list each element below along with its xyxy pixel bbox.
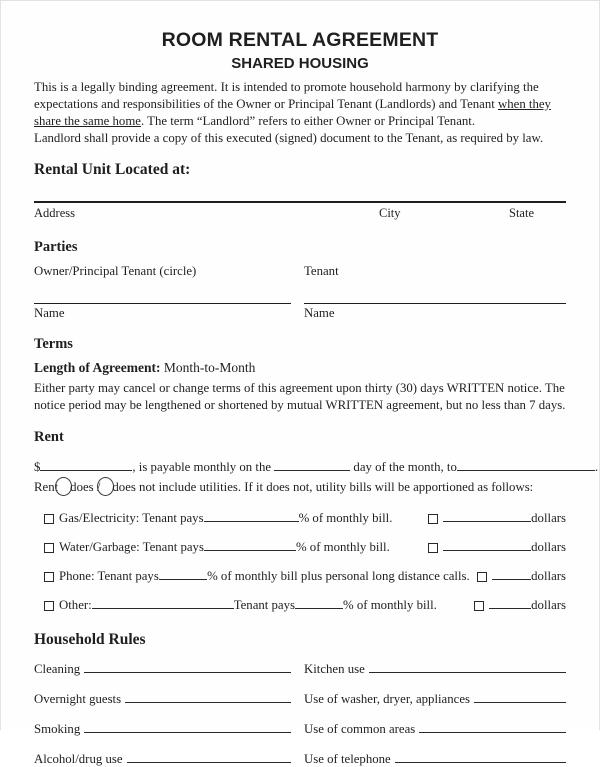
rent-payable-text-1: , is payable monthly on the <box>132 460 275 474</box>
water-percent-blank[interactable] <box>204 539 296 551</box>
name-labels-row <box>34 306 566 321</box>
rule-kitchen-use <box>304 661 566 677</box>
gas-dollars-blank[interactable] <box>443 510 531 522</box>
other-dollars-checkbox[interactable] <box>474 601 484 611</box>
water-garbage-checkbox[interactable] <box>44 543 54 553</box>
gas-electricity-row <box>34 510 566 526</box>
gas-percent-blank[interactable] <box>204 510 299 522</box>
kitchen-use-blank[interactable] <box>369 661 566 673</box>
parties-heading: Parties <box>34 239 78 255</box>
rule-washer-dryer-appliances <box>304 691 566 707</box>
rent-payable-period: . <box>594 460 599 474</box>
terms-heading: Terms <box>34 336 73 352</box>
other-description-blank[interactable] <box>92 597 234 609</box>
length-of-agreement-row <box>34 359 566 376</box>
gas-dollars-label: dollars <box>531 511 566 525</box>
utilities-text-rent: Rent <box>34 480 59 494</box>
common-areas-label: Use of common areas <box>304 722 416 736</box>
gas-dollars-checkbox[interactable] <box>428 514 438 524</box>
household-rules-heading: Household Rules <box>34 631 146 648</box>
rent-utilities-line <box>34 477 566 497</box>
rule-alcohol-drug-use <box>34 751 291 767</box>
dollar-sign: $ <box>34 460 41 474</box>
other-row <box>34 597 566 613</box>
overnight-guests-label: Overnight guests <box>34 692 122 706</box>
telephone-blank[interactable] <box>395 751 566 763</box>
rent-amount-blank[interactable] <box>40 459 132 471</box>
intro-paragraph <box>34 79 566 130</box>
length-of-agreement-label: Length of Agreement: <box>34 360 161 375</box>
water-garbage-label: Water/Garbage: Tenant pays <box>59 540 204 554</box>
water-suffix: % of monthly bill. <box>295 540 390 554</box>
intro-text-2: . The term “Landlord” refers to either Owner or Principal Tenant. <box>140 114 476 128</box>
other-label: Other: <box>59 598 92 612</box>
page-subtitle: SHARED HOUSING <box>231 55 369 72</box>
utilities-text-rest: does not include utilities. If it does not, utility bills will be apportioned as follows: <box>112 480 534 494</box>
intro-line-2: Landlord shall provide a copy of this executed (signed) document to the Tenant, as required by law. <box>34 131 544 145</box>
phone-row <box>34 568 566 584</box>
other-mid: Tenant pays <box>233 598 295 612</box>
cleaning-label: Cleaning <box>34 662 81 676</box>
rental-unit-heading: Rental Unit Located at: <box>34 161 191 178</box>
other-dollars-label: dollars <box>531 598 566 612</box>
owner-name-label: Name <box>34 306 65 320</box>
kitchen-use-label: Kitchen use <box>304 662 365 676</box>
phone-dollars-checkbox[interactable] <box>477 572 487 582</box>
owner-name-line[interactable] <box>34 303 291 304</box>
phone-percent-blank[interactable] <box>159 568 207 580</box>
address-line[interactable] <box>34 201 566 203</box>
alcohol-drug-use-blank[interactable] <box>127 751 292 763</box>
rent-payable-text-2: day of the month, to <box>350 460 457 474</box>
address-labels-row <box>34 206 566 224</box>
rule-overnight-guests <box>34 691 291 707</box>
phone-dollars-blank[interactable] <box>492 568 531 580</box>
address-label: Address <box>34 206 75 220</box>
water-dollars-checkbox[interactable] <box>428 543 438 553</box>
household-rules-grid <box>34 661 566 767</box>
parties-name-lines <box>34 303 566 304</box>
owner-principal-tenant-label: Owner/Principal Tenant (circle) <box>34 264 197 278</box>
terms-body: Either party may cancel or change terms of this agreement upon thirty (30) days WRITTEN notice. The notice period may be lengthened or shortened by mutual WRITTEN agreement, but no less than 7 days. <box>34 381 566 412</box>
telephone-label: Use of telephone <box>304 752 391 766</box>
gas-suffix: % of monthly bill. <box>298 511 393 525</box>
rent-payable-line <box>34 458 599 477</box>
rule-smoking <box>34 721 291 737</box>
gas-electricity-checkbox[interactable] <box>44 514 54 524</box>
payee-blank[interactable] <box>457 459 595 471</box>
water-dollars-blank[interactable] <box>443 539 531 551</box>
washer-dryer-appliances-label: Use of washer, dryer, appliances <box>304 692 470 706</box>
other-percent-blank[interactable] <box>295 597 343 609</box>
other-suffix: % of monthly bill. <box>343 598 437 612</box>
rent-heading: Rent <box>34 429 64 445</box>
phone-checkbox[interactable] <box>44 572 54 582</box>
tenant-name-label: Name <box>304 306 335 320</box>
gas-electricity-label: Gas/Electricity: Tenant pays <box>59 511 204 525</box>
phone-label: Phone: Tenant pays <box>59 569 159 583</box>
other-dollars-blank[interactable] <box>489 597 531 609</box>
intro-text-1: This is a legally binding agreement. It is intended to promote household harmony by clarifying the expectations and responsibilities of the Owner or Principal Tenant (Landlords) and Tenant <box>34 80 539 111</box>
page-title: ROOM RENTAL AGREEMENT <box>161 29 439 51</box>
cleaning-blank[interactable] <box>84 661 291 673</box>
alcohol-drug-use-label: Alcohol/drug use <box>34 752 123 766</box>
tenant-name-line[interactable] <box>304 303 566 304</box>
water-dollars-label: dollars <box>531 540 566 554</box>
rule-telephone <box>304 751 566 767</box>
smoking-label: Smoking <box>34 722 81 736</box>
parties-labels-row <box>34 264 566 279</box>
tenant-label: Tenant <box>304 264 339 278</box>
rule-common-areas <box>304 721 566 737</box>
smoking-blank[interactable] <box>84 721 291 733</box>
utilities-slash: / <box>93 480 101 494</box>
washer-dryer-appliances-blank[interactable] <box>474 691 566 703</box>
length-of-agreement-value: Month-to-Month <box>163 360 256 375</box>
phone-dollars-label: dollars <box>531 569 566 583</box>
common-areas-blank[interactable] <box>419 721 566 733</box>
city-label: City <box>379 206 401 220</box>
utilities-text-does: does <box>70 480 94 494</box>
other-checkbox[interactable] <box>44 601 54 611</box>
state-label: State <box>509 206 534 220</box>
water-garbage-row <box>34 539 566 555</box>
intro-underlined-phrase: when they share the same home <box>34 97 551 128</box>
phone-suffix: % of monthly bill plus personal long distance calls. <box>207 569 470 583</box>
rule-cleaning <box>34 661 291 677</box>
day-of-month-blank[interactable] <box>274 459 350 471</box>
overnight-guests-blank[interactable] <box>125 691 291 703</box>
